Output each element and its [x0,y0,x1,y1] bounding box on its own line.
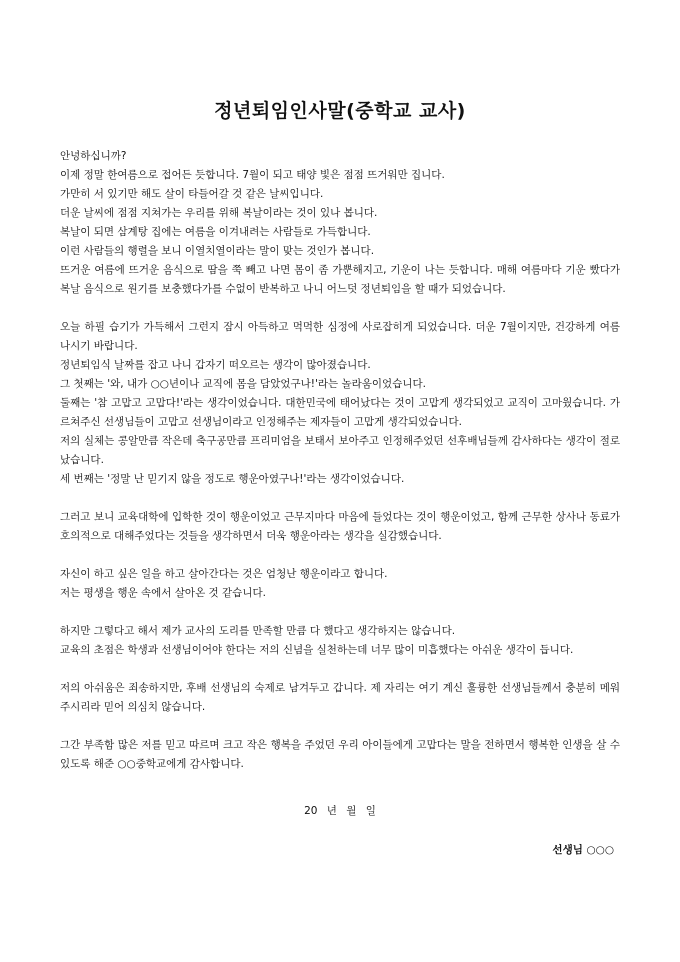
paragraph-spacer [60,717,620,736]
paragraph-line: 이제 정말 한여름으로 접어든 듯합니다. 7월이 되고 태양 빛은 점점 뜨거워만 집니다. [60,169,445,181]
document-body [60,147,620,774]
greeting-line: 안녕하십니까? [60,150,127,162]
paragraph-spacer [60,299,620,318]
paragraph-line: 이런 사람들의 행렬을 보니 이열치열이라는 말이 맞는 것인가 봅니다. [60,245,375,257]
paragraph-text: 오늘 하필 습기가 가득해서 그런지 잠시 아득하고 먹먹한 심정에 사로잡히게 되었습니다. 더운 7월이지만, 건강하게 여름 나시기 바랍니다. [60,321,620,352]
paragraph-line: 정년퇴임식 날짜를 잡고 나니 갑자기 떠오르는 생각이 많아졌습니다. [60,359,371,371]
paragraph-text: 교육의 초점은 학생과 선생님이어야 한다는 저의 신념을 실천하는데 너무 많이 미흡했다는 아쉬운 생각이 듭니다. [60,644,574,656]
paragraph-line: 그 첫째는 '와, 내가 ○○년이나 교직에 몸을 담았었구나!'라는 놀라움이었습니다. [60,378,426,390]
signature: 선생님 ○○○ [552,844,614,856]
paragraph-line: 더운 날씨에 점점 지쳐가는 우리를 위해 복날이라는 것이 있나 봅니다. [60,207,378,219]
paragraph-line: 세 번째는 '정말 난 믿기지 않을 정도로 행운아였구나!'라는 생각이었습니다. [60,473,405,485]
paragraph-spacer [60,660,620,679]
paragraph-text: 둘째는 '참 고맙고 고맙다!'라는 생각이었습니다. 대한민국에 태어났다는 것이 고맙게 생각되었고 교직이 고마웠습니다. 가르쳐주신 선생님들이 고맙고 선생님이라고 인정해주는 제자들이 고맙게 생각되었습니다. [60,397,620,428]
paragraph-spacer [60,489,620,508]
paragraph-text: 저의 실체는 콩알만큼 작은데 축구공만큼 프리미엄을 보태서 보아주고 인정해주었던 선후배님들께 감사하다는 생각이 절로 났습니다. [60,435,620,466]
document-title: 정년퇴임인사말(중학교 교사) [214,100,466,122]
paragraph-line: 복날이 되면 삼계탕 집에는 여름을 이겨내려는 사람들로 가득합니다. [60,226,371,238]
paragraph-spacer [60,546,620,565]
paragraph-text: 저의 아쉬움은 죄송하지만, 후배 선생님의 숙제로 남겨두고 갑니다. 제 자리는 여기 계신 훌륭한 선생님들께서 충분히 메워주시리라 믿어 의심치 않습니다. [60,682,620,713]
date-line: 20 년 월 일 [304,805,376,817]
paragraph-line: 가만히 서 있기만 해도 살이 타들어갈 것 같은 날씨입니다. [60,188,324,200]
paragraph-line: 하지만 그렇다고 해서 제가 교사의 도리를 만족할 만큼 다 했다고 생각하지는 않습니다. [60,625,456,637]
paragraph-line: 자신이 하고 싶은 일을 하고 살아간다는 것은 엄청난 행운이라고 합니다. [60,568,388,580]
paragraph-text: 그러고 보니 교육대학에 입학한 것이 행운이었고 근무지마다 마음에 들었다는 것이 행운이었고, 함께 근무한 상사나 동료가 호의적으로 대해주었다는 것들을 생각하면서 더욱 행운아라는 생각을 실감했습니다. [60,511,620,542]
paragraph-line: 저는 평생을 행운 속에서 살아온 것 같습니다. [60,587,266,599]
paragraph-text: 뜨거운 여름에 뜨거운 음식으로 땀을 쭉 빼고 나면 몸이 좀 가뿐해지고, 기운이 나는 듯합니다. 매해 여름마다 기운 빴다가 복날 음식으로 원기를 보충했다가를 수없이 반복하고 나니 어느덧 정년퇴임을 할 때가 되었습니다. [60,264,620,295]
paragraph-spacer [60,603,620,622]
paragraph-text: 그간 부족함 많은 저를 믿고 따르며 크고 작은 행복을 주었던 우리 아이들에게 고맙다는 말을 전하면서 행복한 인생을 살 수 있도록 해준 ○○중학교에게 감사합니다. [60,739,620,770]
